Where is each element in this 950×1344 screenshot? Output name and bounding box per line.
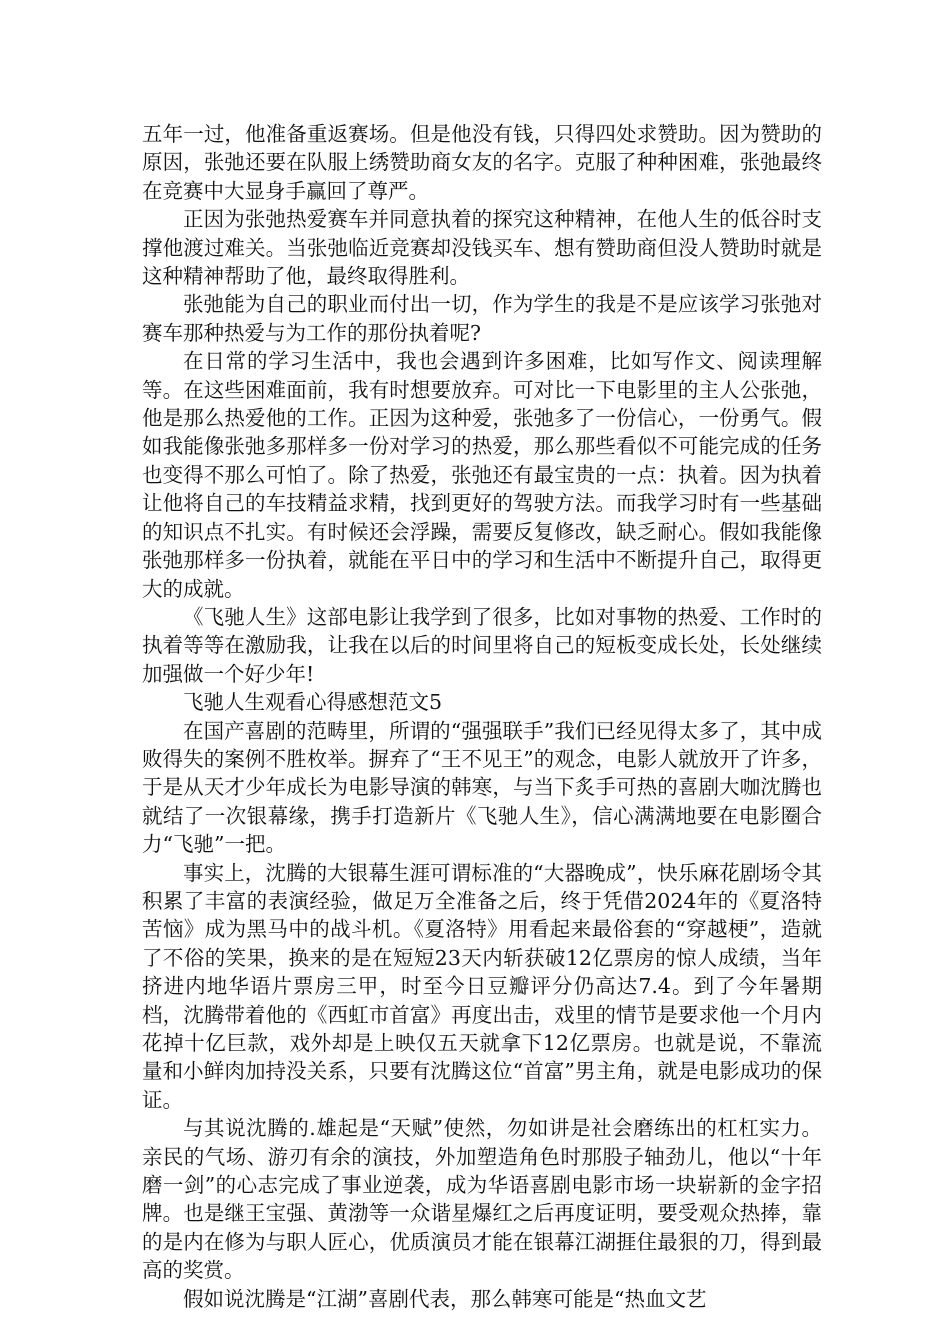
- paragraph-9: 假如说沈腾是“江湖”喜剧代表，那么韩寒可能是“热血文艺: [183, 1286, 707, 1311]
- paragraph-1: 五年一过，他准备重返赛场。但是他没有钱，只得四处求赞助。因为赞助的原因，张弛还要在队服上绣赞助商女友的名字。克服了种种困难，张弛最终在竞赛中大显身手赢回了尊严。: [142, 122, 822, 203]
- paragraph-5: 《飞驰人生》这部电影让我学到了很多，比如对事物的热爱、工作时的执着等等在激励我，让我在以后的时间里将自己的短板变成长处，长处继续加强做一个好少年!: [142, 604, 822, 686]
- paragraph-3: 张弛能为自己的职业而付出一切，作为学生的我是不是应该学习张弛对赛车那种热爱与为工作的那份执着呢?: [142, 292, 822, 345]
- paragraph-8: 与其说沈腾的.雄起是“天赋”使然，勿如讲是社会磨练出的杠杠实力。亲民的气场、游刃有余的演技，外加塑造角色时那股子轴劲儿，他以“十年磨一剑”的心志完成了事业逆袭，成为华语喜剧电影市场一块崭新的金字招牌。也是继王宝强、黄渤等一众谐星爆红之后再度证明，要受观众热捧，靠的是内在修为与职人匠心，优质演员才能在银幕江湖捱住最狠的刀，得到最高的奖赏。: [142, 1116, 822, 1283]
- paragraph-4: 在日常的学习生活中，我也会遇到许多困难，比如写作文、阅读理解等。在这些困难面前，我有时想要放弃。可对比一下电影里的主人公张弛，他是那么热爱他的工作。正因为这种爱，张弛多了一份信心，一份勇气。假如我能像张弛多那样多一份对学习的热爱，那么那些看似不可能完成的任务也变得不那么可怕了。除了热爱，张弛还有最宝贵的一点：执着。因为执着让他将自己的车技精益求精，找到更好的驾驶方法。而我学习时有一些基础的知识点不扎实。有时候还会浮躁，需要反复修改，缺乏耐心。假如我能像张弛那样多一份执着，就能在平日中的学习和生活中不断提升自己，取得更大的成就。: [142, 349, 822, 601]
- paragraph-6: 在国产喜剧的范畴里，所谓的“强强联手”我们已经见得太多了，其中成败得失的案例不胜枚举。摒弃了“王不见王”的观念，电影人就放开了许多，于是从天才少年成长为电影导演的韩寒，与当下炙手可热的喜剧大咖沈腾也就结了一次银幕缘，携手打造新片《飞驰人生》，信心满满地要在电影圈合力“飞驰”一把。: [142, 718, 822, 857]
- paragraph-7: 事实上，沈腾的大银幕生涯可谓标准的“大器晚成”，快乐麻花剧场令其积累了丰富的表演经验，做足万全准备之后，终于凭借2024年的《夏洛特苦恼》成为黑马中的战斗机。《夏洛特》用看起来最俗套的“穿越梗”，造就了不俗的笑果，换来的是在短短23天内斩获破12亿票房的惊人成绩，当年挤进内地华语片票房三甲，时至今日豆瓣评分仍高达7.4。到了今年暑期档，沈腾带着他的《西虹市首富》再度出击，戏里的情节是要求他一个月内花掉十亿巨款，戏外却是上映仅五天就拿下12亿票房。也就是说，不靠流量和小鲜肉加持没关系，只要有沈腾这位“首富”男主角，就是电影成功的保证。: [142, 860, 822, 1112]
- section-heading: 飞驰人生观看心得感想范文5: [183, 690, 443, 715]
- paragraph-2: 正因为张弛热爱赛车并同意执着的探究这种精神，在他人生的低谷时支撑他渡过难关。当张弛临近竞赛却没钱买车、想有赞助商但没人赞助时就是这种精神帮助了他，最终取得胜利。: [142, 207, 822, 289]
- document-body: [142, 120, 822, 1313]
